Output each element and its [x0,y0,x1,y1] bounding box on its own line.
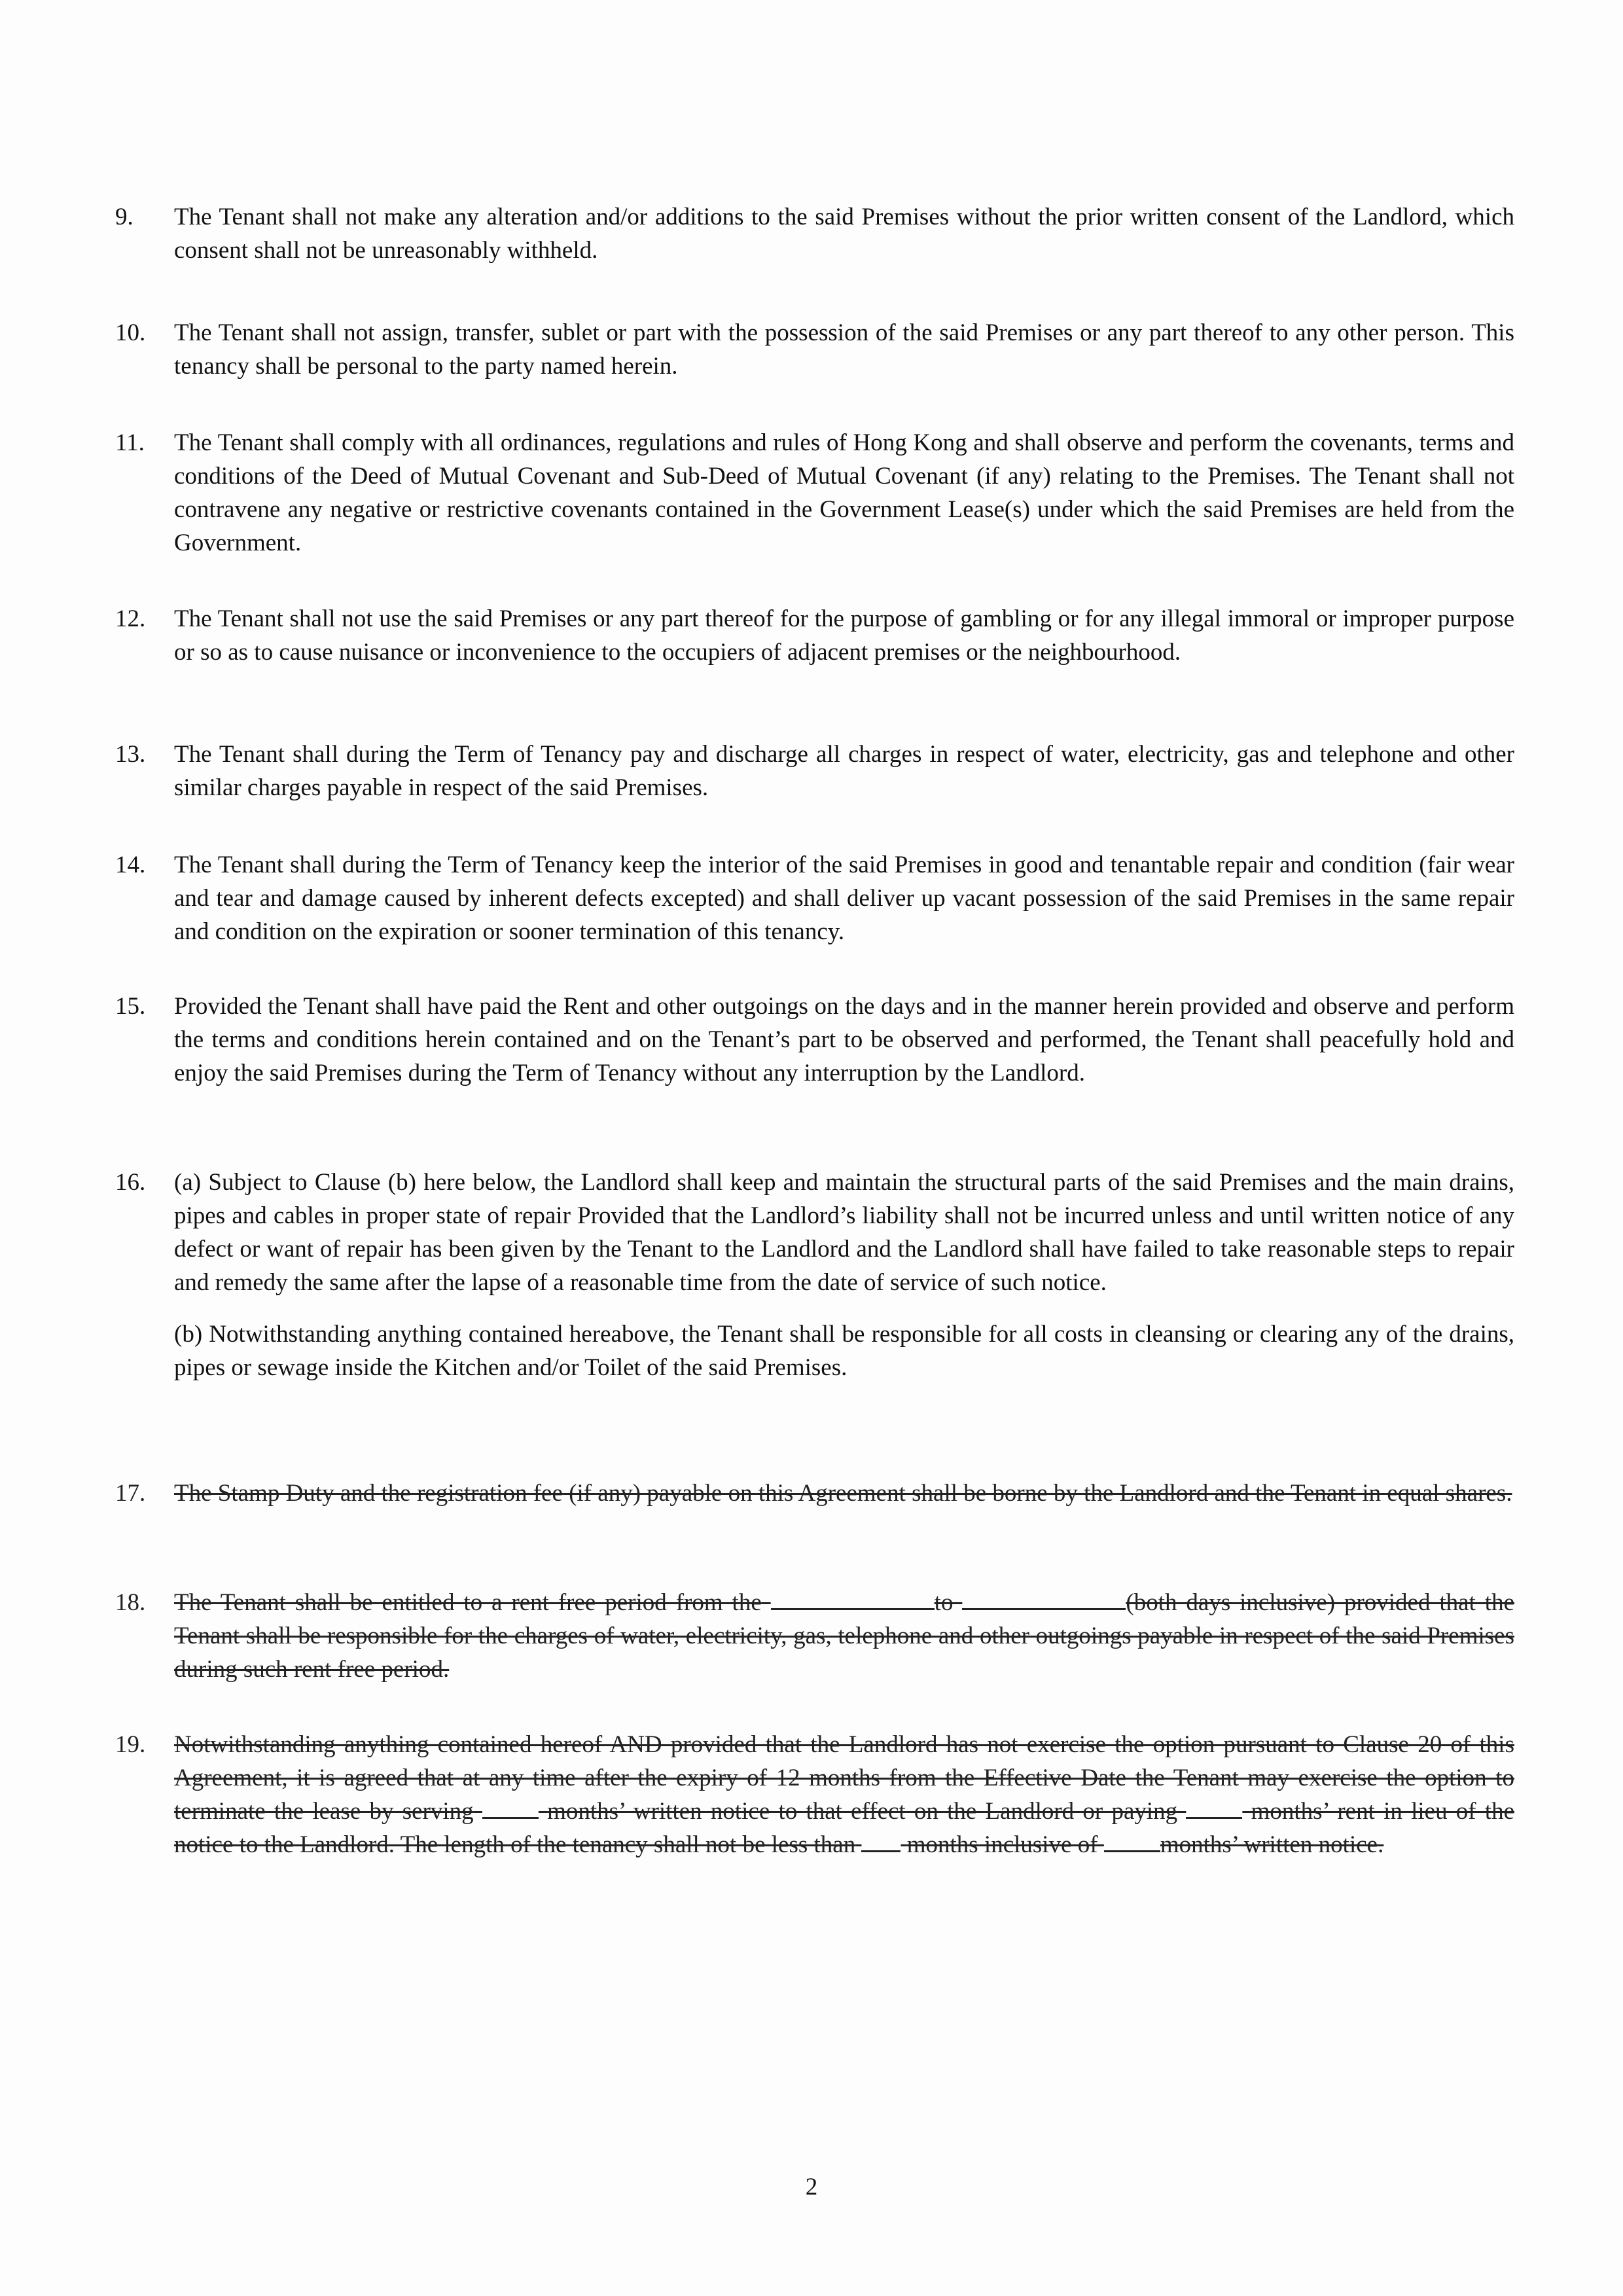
clause-text: The Tenant shall not make any alteration and/or additions to the said Premises without the prior written consent of the Landlord, which consent shall not be unreasonably withheld. [174,204,1514,264]
clause-number: 15. [115,993,146,1020]
clause-text [174,1728,1514,1861]
clause-17 [115,1477,1514,1510]
clause-number: 19. [115,1731,146,1758]
clause-text: The Stamp Duty and the registration fee (if any) payable on this Agreement shall be borne by the Landlord and the Tenant in equal shares. [174,1480,1512,1507]
clause-19-part-2: months’ written notice to that effect on the Landlord or paying [547,1798,1178,1825]
clause-18-part-2: to [934,1589,954,1616]
clause-number: 10. [115,319,146,346]
months-blank [1104,1831,1160,1852]
clause-text: The Tenant shall not use the said Premises or any part thereof for the purpose of gambling or for any illegal immoral or improper purpose or so as to cause nuisance or inconvenience to the occupiers of adjacent premises or the neighbourhood. [174,605,1514,666]
clause-number: 14. [115,852,146,878]
date-blank [771,1588,935,1610]
clause-number: 16. [115,1169,146,1196]
clause-16b-text: (b) Notwithstanding anything contained hereabove, the Tenant shall be responsible for all costs in cleansing or clearing any of the drains, pipes or sewage inside the Kitchen and/or Toilet of the said Premises. [174,1321,1514,1381]
clause-text: Provided the Tenant shall have paid the Rent and other outgoings on the days and in the manner herein provided and observe and perform the terms and conditions herein contained and on the Tenant’s part to be observed and performed, the Tenant shall peacefully hold and enjoy the said Premises during the Term of Tenancy without any interruption by the Landlord. [174,993,1514,1086]
clause-11 [115,426,1514,560]
clause-13 [115,738,1514,804]
clause-10 [115,316,1514,383]
clause-19-part-5: months’ written notice. [1160,1831,1384,1858]
clause-16 [115,1166,1514,1384]
clause-19-part-4: months inclusive of [906,1831,1098,1858]
clause-text: The Tenant shall comply with all ordinances, regulations and rules of Hong Kong and shall observe and perform the covenants, terms and conditions of the Deed of Mutual Covenant and Sub-Deed of Mutual Covenant (if any) relating to the Premises. The Tenant shall not contravene any negative or restrictive covenants contained in the Government Lease(s) under which the said Premises are held from the Government. [174,429,1514,556]
months-blank [861,1831,901,1852]
clause-number: 13. [115,741,146,768]
clause-18-part-1: The Tenant shall be entitled to a rent free period from the [174,1589,762,1616]
months-blank [1186,1797,1242,1819]
clause-number: 17. [115,1480,146,1507]
clause-9 [115,200,1514,267]
clause-text: The Tenant shall during the Term of Tenancy keep the interior of the said Premises in good and tenantable repair and condition (fair wear and tear and damage caused by inherent defects excepted) and shall deliver up vacant possession of the said Premises in the same repair and condition on the expiration or sooner termination of this tenancy. [174,852,1514,945]
clause-number: 11. [115,429,145,456]
months-blank [482,1797,539,1819]
clause-text: The Tenant shall not assign, transfer, sublet or part with the possession of the said Premises or any part thereof to any other person. This tenancy shall be personal to the party named herein. [174,319,1514,380]
clause-14 [115,848,1514,948]
clause-12 [115,602,1514,669]
clause-18-part-3: (both days inclusive) provided that the Tenant shall be responsible for the charges of water, electricity, gas, telephone and other outgoings payable in respect of the said Premises during such rent free period. [174,1589,1515,1683]
clause-19 [115,1728,1514,1861]
clause-19-part-3: months’ rent in lieu of the notice to the Landlord. The length of the tenancy shall not be less than [174,1798,1515,1858]
clause-15 [115,990,1514,1090]
clause-number: 12. [115,605,146,632]
clause-text: The Tenant shall during the Term of Tenancy pay and discharge all charges in respect of water, electricity, gas and telephone and other similar charges payable in respect of the said Premises. [174,741,1514,801]
clause-18 [115,1586,1514,1686]
clause-16a-text: (a) Subject to Clause (b) here below, the Landlord shall keep and maintain the structural parts of the said Premises and the main drains, pipes and cables in proper state of repair Provided that the Landlord’s liability shall not be incurred unless and until written notice of any defect or want of repair has been given by the Tenant to the Landlord and the Landlord shall have failed to take reasonable steps to repair and remedy the same after the lapse of a reasonable time from the date of service of such notice. [174,1169,1514,1296]
clause-19-part-1: Notwithstanding anything contained hereof AND provided that the Landlord has not exercise the option pursuant to Clause 20 of this Agreement, it is agreed that at any time after the expiry of 12 months from the Effective Date the Tenant may exercise the option to terminate the lease by serving [174,1731,1514,1825]
clause-number: 9. [115,204,134,230]
page-number: 2 [805,2174,818,2200]
date-blank [962,1588,1126,1610]
clause-text [174,1586,1514,1686]
clause-number: 18. [115,1589,146,1616]
